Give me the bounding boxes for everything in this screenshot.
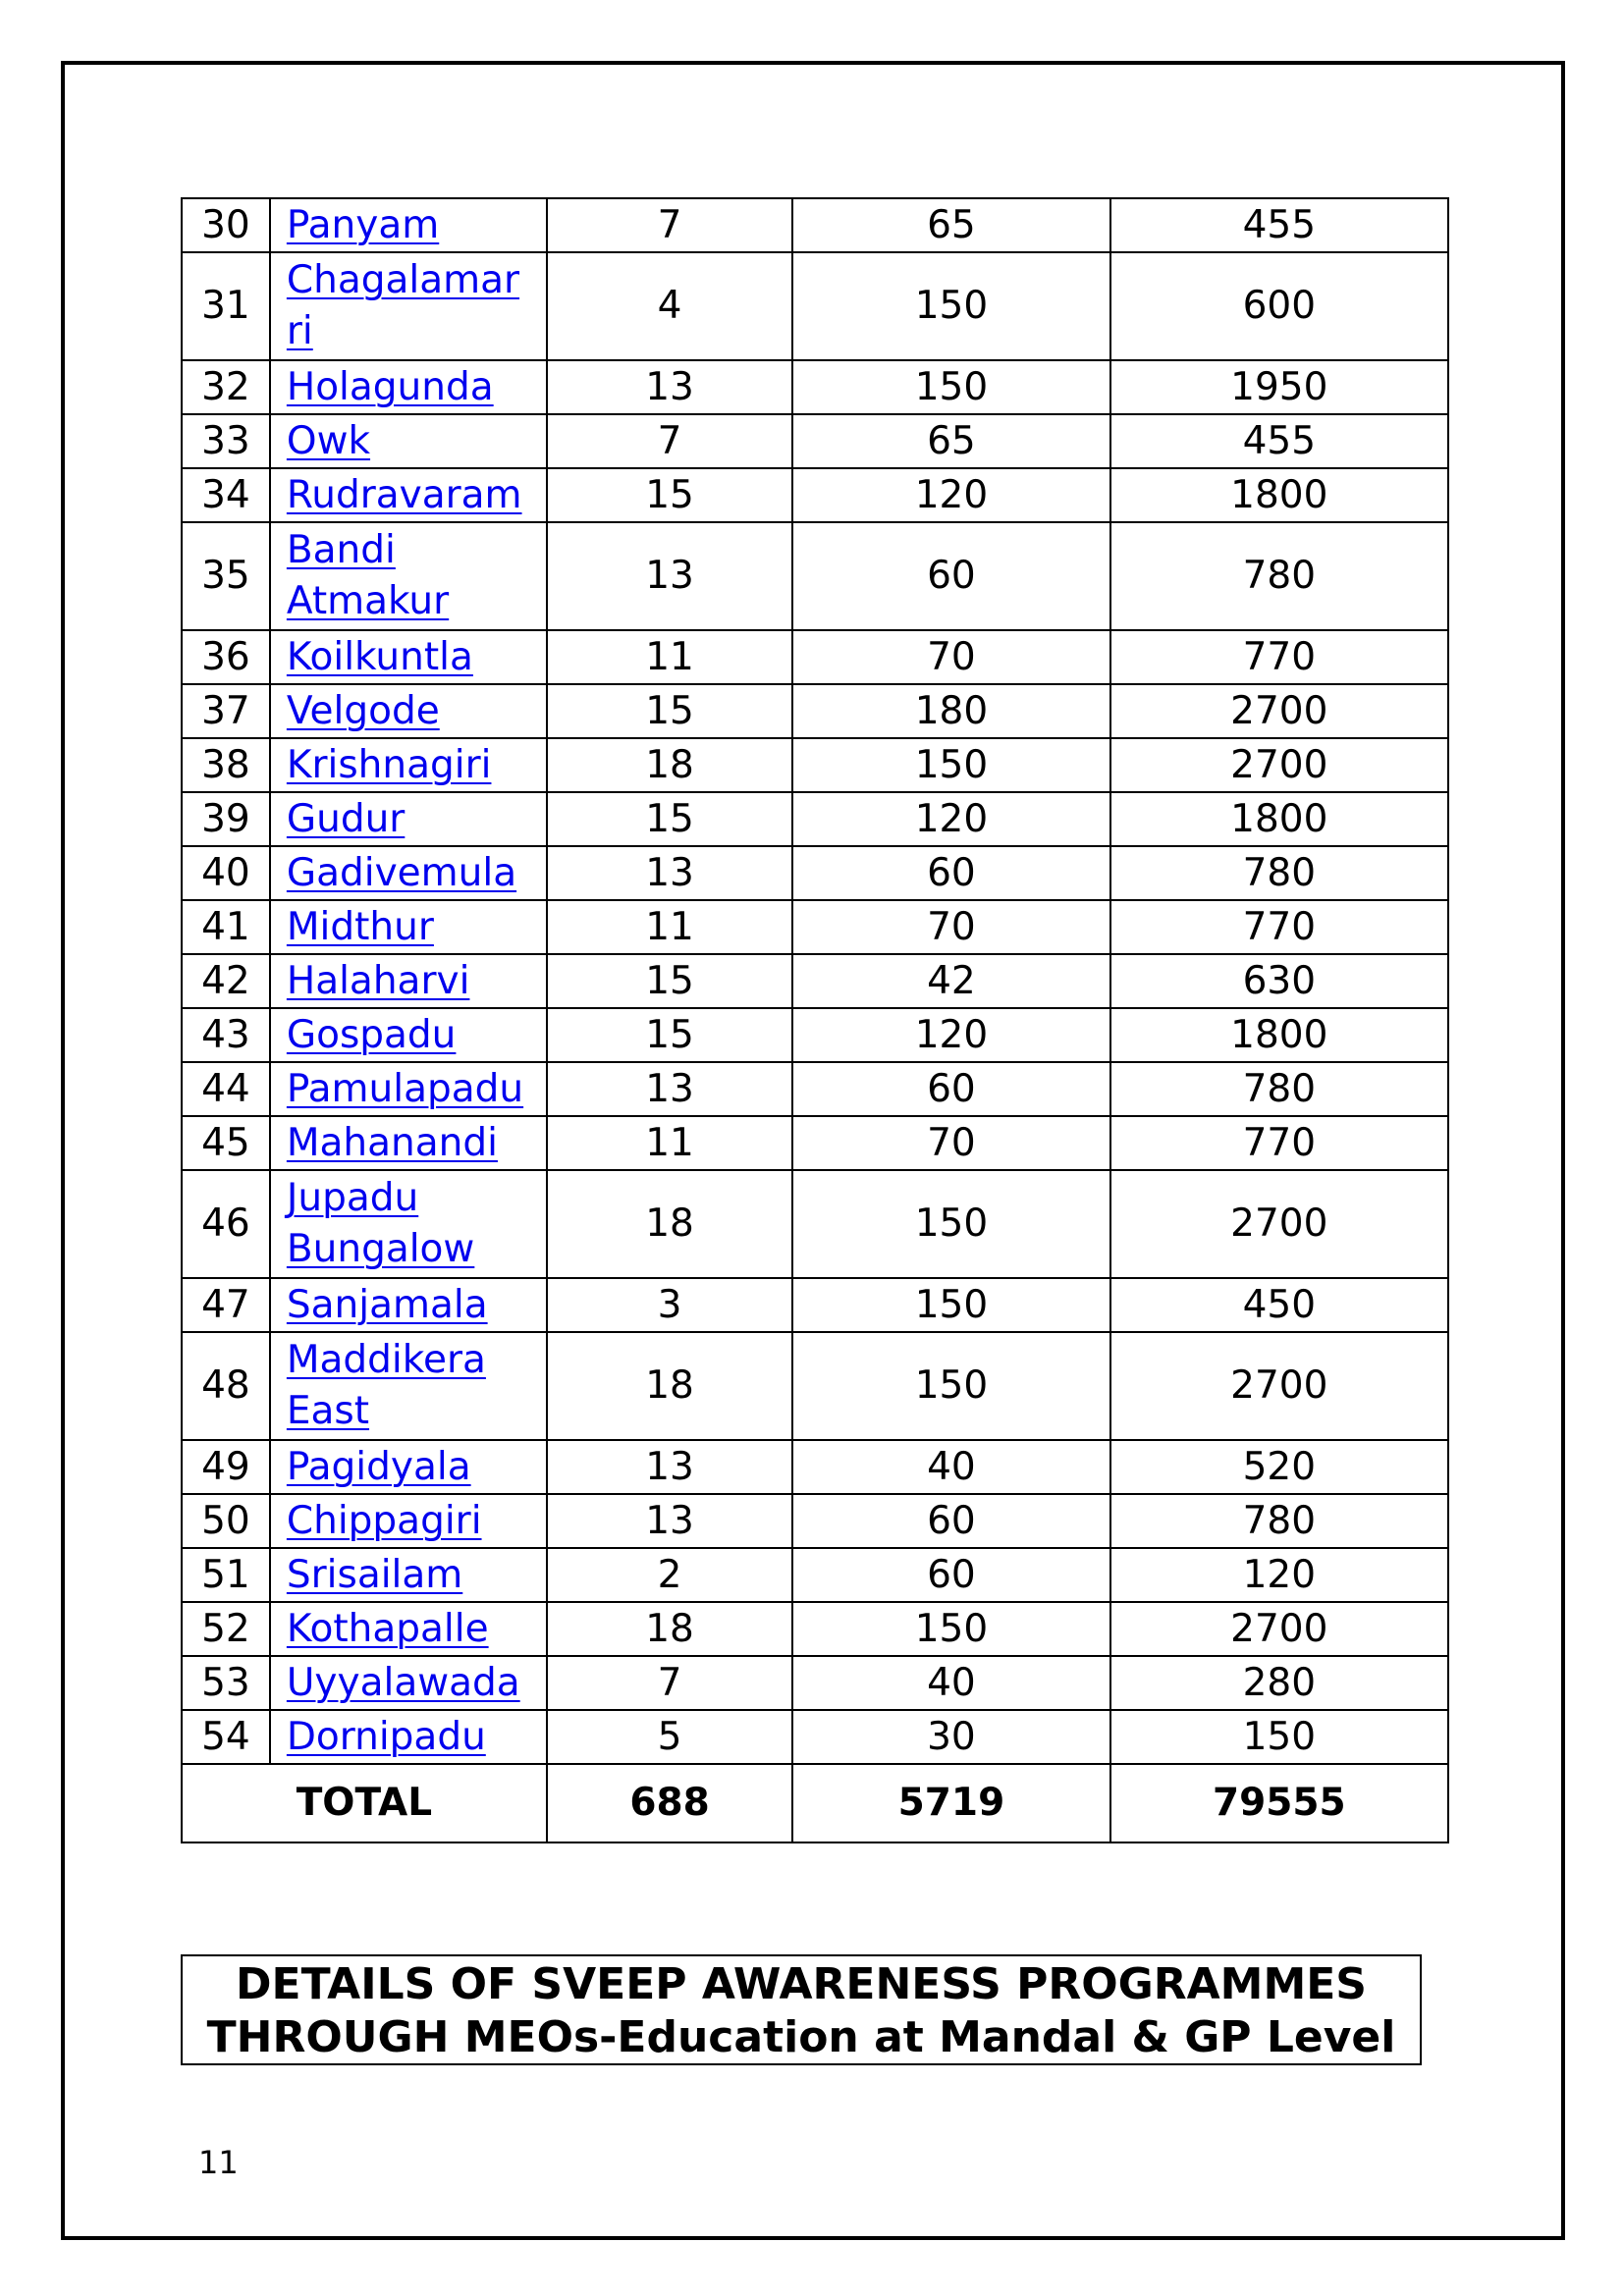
- row-col-b: 70: [792, 900, 1109, 954]
- mandal-name-cell: [270, 1710, 547, 1764]
- mandal-name-cell: [270, 1278, 547, 1332]
- row-serial-number: 51: [182, 1548, 270, 1602]
- row-col-b: 150: [792, 1332, 1109, 1440]
- mandal-link[interactable]: Pagidyala: [286, 1444, 471, 1489]
- table-row: [182, 684, 1448, 738]
- mandal-name-cell: [270, 468, 547, 522]
- table-row: [182, 360, 1448, 414]
- row-col-a: 18: [547, 1170, 792, 1278]
- row-col-a: 13: [547, 1440, 792, 1494]
- mandal-table: [181, 197, 1449, 1843]
- total-row: [182, 1764, 1448, 1842]
- row-col-a: 7: [547, 198, 792, 252]
- row-col-b: 40: [792, 1656, 1109, 1710]
- mandal-name-cell: [270, 1332, 547, 1440]
- total-col-a: 688: [547, 1764, 792, 1842]
- mandal-name-cell: [270, 1008, 547, 1062]
- table-row: [182, 1170, 1448, 1278]
- table-row: [182, 1062, 1448, 1116]
- mandal-link[interactable]: Gudur: [286, 796, 406, 841]
- mandal-link[interactable]: Dornipadu: [286, 1714, 486, 1759]
- row-col-a: 3: [547, 1278, 792, 1332]
- mandal-link[interactable]: Krishnagiri: [286, 742, 492, 787]
- mandal-name-cell: [270, 198, 547, 252]
- row-col-c: 2700: [1110, 1332, 1448, 1440]
- table-row: [182, 1656, 1448, 1710]
- row-serial-number: 39: [182, 792, 270, 846]
- mandal-name-cell: [270, 738, 547, 792]
- mandal-name-cell: [270, 1440, 547, 1494]
- row-serial-number: 40: [182, 846, 270, 900]
- mandal-link[interactable]: Velgode: [286, 688, 440, 733]
- mandal-name-cell: [270, 792, 547, 846]
- row-col-a: 7: [547, 414, 792, 468]
- row-col-a: 13: [547, 1062, 792, 1116]
- row-col-c: 455: [1110, 414, 1448, 468]
- row-serial-number: 41: [182, 900, 270, 954]
- total-label: TOTAL: [182, 1764, 547, 1842]
- mandal-name-cell: [270, 522, 547, 630]
- row-col-b: 60: [792, 1062, 1109, 1116]
- table-row: [182, 900, 1448, 954]
- table-row: [182, 1332, 1448, 1440]
- mandal-name-cell: [270, 360, 547, 414]
- table-row: [182, 414, 1448, 468]
- row-col-b: 120: [792, 1008, 1109, 1062]
- row-serial-number: 54: [182, 1710, 270, 1764]
- row-col-b: 60: [792, 1548, 1109, 1602]
- row-col-c: 770: [1110, 630, 1448, 684]
- total-col-b: 5719: [792, 1764, 1109, 1842]
- mandal-link[interactable]: Srisailam: [286, 1552, 463, 1597]
- mandal-link[interactable]: Jupadu Bungalow: [286, 1176, 475, 1271]
- mandal-name-cell: [270, 1170, 547, 1278]
- row-col-c: 2700: [1110, 738, 1448, 792]
- row-col-a: 13: [547, 1494, 792, 1548]
- row-serial-number: 38: [182, 738, 270, 792]
- table-row: [182, 954, 1448, 1008]
- mandal-link[interactable]: Bandi Atmakur: [286, 528, 450, 623]
- row-col-a: 15: [547, 468, 792, 522]
- table-row: [182, 1494, 1448, 1548]
- row-col-a: 5: [547, 1710, 792, 1764]
- row-serial-number: 43: [182, 1008, 270, 1062]
- row-col-c: 455: [1110, 198, 1448, 252]
- mandal-name-cell: [270, 900, 547, 954]
- table-row: [182, 1008, 1448, 1062]
- mandal-link[interactable]: Pamulapadu: [286, 1066, 524, 1111]
- row-col-a: 13: [547, 522, 792, 630]
- mandal-name-cell: [270, 1062, 547, 1116]
- table-row: [182, 1710, 1448, 1764]
- mandal-link[interactable]: Panyam: [286, 202, 440, 247]
- row-serial-number: 50: [182, 1494, 270, 1548]
- table-row: [182, 1548, 1448, 1602]
- row-col-b: 60: [792, 1494, 1109, 1548]
- row-col-a: 15: [547, 1008, 792, 1062]
- row-col-b: 180: [792, 684, 1109, 738]
- mandal-link[interactable]: Owk: [286, 418, 371, 463]
- mandal-name-cell: [270, 1656, 547, 1710]
- row-serial-number: 30: [182, 198, 270, 252]
- row-col-b: 65: [792, 414, 1109, 468]
- row-serial-number: 46: [182, 1170, 270, 1278]
- row-col-c: 2700: [1110, 684, 1448, 738]
- mandal-name-cell: [270, 1602, 547, 1656]
- row-col-b: 30: [792, 1710, 1109, 1764]
- row-serial-number: 34: [182, 468, 270, 522]
- row-col-a: 15: [547, 792, 792, 846]
- row-col-b: 120: [792, 792, 1109, 846]
- row-serial-number: 33: [182, 414, 270, 468]
- mandal-link[interactable]: Koilkuntla: [286, 634, 473, 679]
- mandal-name-cell: [270, 954, 547, 1008]
- mandal-link[interactable]: Rudravaram: [286, 472, 522, 517]
- row-col-b: 150: [792, 1170, 1109, 1278]
- total-col-c: 79555: [1110, 1764, 1448, 1842]
- mandal-name-cell: [270, 684, 547, 738]
- row-col-a: 18: [547, 738, 792, 792]
- row-col-c: 280: [1110, 1656, 1448, 1710]
- row-serial-number: 45: [182, 1116, 270, 1170]
- page-number: 11: [198, 2144, 239, 2181]
- row-col-c: 2700: [1110, 1170, 1448, 1278]
- row-col-a: 11: [547, 900, 792, 954]
- mandal-name-cell: [270, 252, 547, 360]
- row-col-c: 600: [1110, 252, 1448, 360]
- mandal-link[interactable]: Gadivemula: [286, 850, 517, 895]
- row-col-b: 40: [792, 1440, 1109, 1494]
- row-serial-number: 42: [182, 954, 270, 1008]
- row-col-a: 13: [547, 846, 792, 900]
- row-col-b: 120: [792, 468, 1109, 522]
- row-serial-number: 31: [182, 252, 270, 360]
- mandal-link[interactable]: Uyyalawada: [286, 1660, 520, 1705]
- table-row: [182, 1116, 1448, 1170]
- table-row: [182, 252, 1448, 360]
- row-serial-number: 44: [182, 1062, 270, 1116]
- mandal-link[interactable]: Halaharvi: [286, 958, 470, 1003]
- table-row: [182, 522, 1448, 630]
- table-row: [182, 846, 1448, 900]
- row-col-b: 150: [792, 738, 1109, 792]
- table-body: [182, 198, 1448, 1842]
- section-title-line-2: THROUGH MEOs-Education at Mandal & GP Level: [206, 2012, 1396, 2062]
- row-col-a: 13: [547, 360, 792, 414]
- row-col-a: 15: [547, 954, 792, 1008]
- section-title-box: [181, 1954, 1422, 2065]
- row-col-a: 11: [547, 630, 792, 684]
- mandal-link[interactable]: Mahanandi: [286, 1120, 498, 1165]
- mandal-link[interactable]: Sanjamala: [286, 1282, 488, 1327]
- table-row: [182, 630, 1448, 684]
- table-row: [182, 468, 1448, 522]
- row-serial-number: 32: [182, 360, 270, 414]
- table-row: [182, 738, 1448, 792]
- row-col-c: 2700: [1110, 1602, 1448, 1656]
- section-title-line-1: DETAILS OF SVEEP AWARENESS PROGRAMMES: [236, 1959, 1367, 2009]
- row-serial-number: 37: [182, 684, 270, 738]
- row-col-c: 150: [1110, 1710, 1448, 1764]
- row-col-a: 4: [547, 252, 792, 360]
- mandal-link[interactable]: Gospadu: [286, 1012, 457, 1057]
- mandal-link[interactable]: Holagunda: [286, 364, 494, 409]
- row-col-c: 770: [1110, 900, 1448, 954]
- mandal-name-cell: [270, 846, 547, 900]
- mandal-name-cell: [270, 630, 547, 684]
- row-col-b: 65: [792, 198, 1109, 252]
- row-col-c: 780: [1110, 846, 1448, 900]
- row-serial-number: 53: [182, 1656, 270, 1710]
- row-serial-number: 48: [182, 1332, 270, 1440]
- mandal-name-cell: [270, 1116, 547, 1170]
- table-row: [182, 1602, 1448, 1656]
- table-row: [182, 1440, 1448, 1494]
- table-row: [182, 792, 1448, 846]
- mandal-link[interactable]: Maddikera East: [286, 1338, 486, 1433]
- row-col-a: 18: [547, 1602, 792, 1656]
- row-col-c: 520: [1110, 1440, 1448, 1494]
- row-col-b: 150: [792, 252, 1109, 360]
- row-col-c: 1950: [1110, 360, 1448, 414]
- mandal-link[interactable]: Kothapalle: [286, 1606, 489, 1651]
- row-col-c: 1800: [1110, 468, 1448, 522]
- mandal-link[interactable]: Chippagiri: [286, 1498, 482, 1543]
- row-col-b: 150: [792, 1602, 1109, 1656]
- row-col-c: 120: [1110, 1548, 1448, 1602]
- row-col-b: 60: [792, 522, 1109, 630]
- row-col-c: 780: [1110, 522, 1448, 630]
- row-col-c: 770: [1110, 1116, 1448, 1170]
- row-col-c: 1800: [1110, 1008, 1448, 1062]
- row-serial-number: 52: [182, 1602, 270, 1656]
- mandal-name-cell: [270, 414, 547, 468]
- row-col-b: 70: [792, 630, 1109, 684]
- row-col-a: 18: [547, 1332, 792, 1440]
- row-col-b: 42: [792, 954, 1109, 1008]
- row-col-c: 780: [1110, 1062, 1448, 1116]
- row-col-b: 150: [792, 1278, 1109, 1332]
- table-row: [182, 198, 1448, 252]
- mandal-link[interactable]: Chagalamar ri: [286, 258, 520, 353]
- row-col-a: 11: [547, 1116, 792, 1170]
- row-col-b: 70: [792, 1116, 1109, 1170]
- row-col-c: 780: [1110, 1494, 1448, 1548]
- row-serial-number: 47: [182, 1278, 270, 1332]
- row-col-b: 150: [792, 360, 1109, 414]
- row-col-a: 7: [547, 1656, 792, 1710]
- mandal-link[interactable]: Midthur: [286, 904, 434, 949]
- row-col-b: 60: [792, 846, 1109, 900]
- row-col-c: 450: [1110, 1278, 1448, 1332]
- table-row: [182, 1278, 1448, 1332]
- row-col-a: 2: [547, 1548, 792, 1602]
- mandal-name-cell: [270, 1548, 547, 1602]
- row-col-c: 1800: [1110, 792, 1448, 846]
- row-serial-number: 35: [182, 522, 270, 630]
- row-serial-number: 36: [182, 630, 270, 684]
- row-col-a: 15: [547, 684, 792, 738]
- mandal-name-cell: [270, 1494, 547, 1548]
- row-col-c: 630: [1110, 954, 1448, 1008]
- row-serial-number: 49: [182, 1440, 270, 1494]
